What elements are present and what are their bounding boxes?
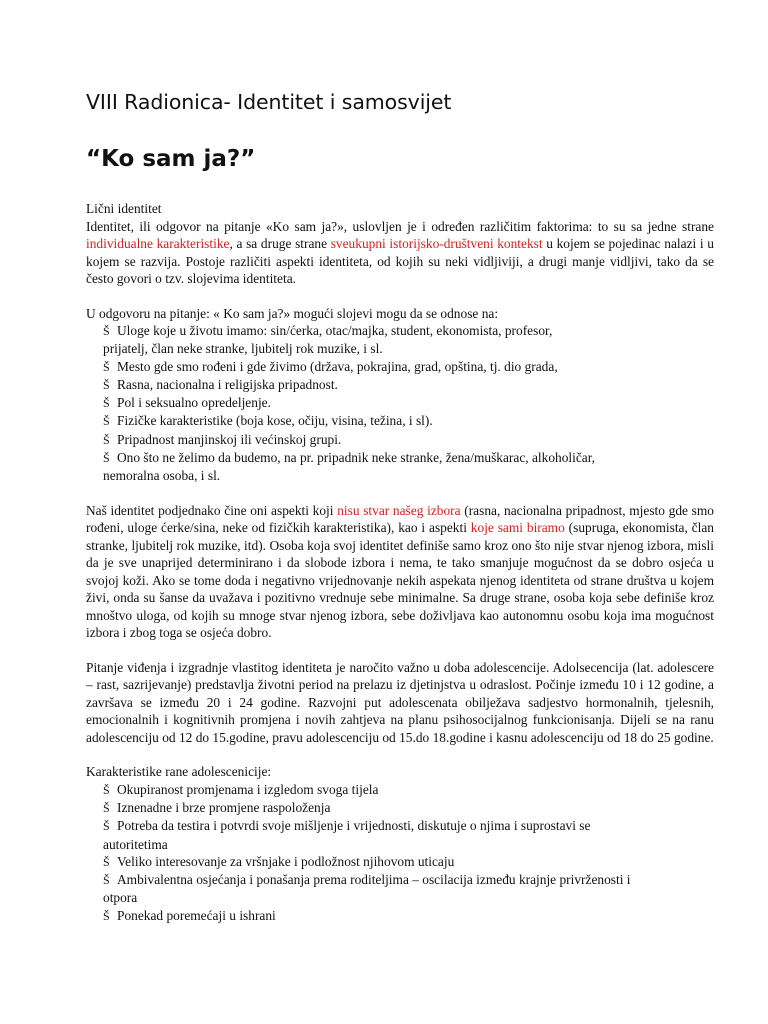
list-item-text: Ono što ne želimo da budemo, na pr. pripadnik neke stranke, žena/muškarac, alkoholičar, — [117, 450, 596, 466]
list-item-text: Iznenadne i brze promjene raspoloženja — [117, 799, 331, 815]
list-item-text: Pripadnost manjinskoj ili većinskoj grupi. — [117, 431, 342, 447]
list-item-text: Pol i seksualno opredeljenje. — [117, 395, 271, 411]
document-subtitle: “Ko sam ja?” — [86, 146, 256, 172]
highlight-nisu-stvar-izbora: nisu stvar našeg izbora — [337, 502, 461, 518]
bullet-marker: Š — [103, 451, 110, 466]
karakteristike-list — [86, 781, 714, 925]
paragraph-adolescencija: Pitanje viđenja i izgradnje vlastitog identiteta je naročito važno u doba adolescencije. Adolsecencija (lat. adolescere – rast, sazrijevanje) predstavlja životni period na prelazu iz djetinjstva u odraslost. Počinje između 10 i 12 godine, a završava se između 20 i 24 godine. Razvojni put adolescenata obilježava sadjestvo hormonalnih, tjelesnih, emocionalnih i kognitivnih promjena i novih zahtjeva na planu psihosocijalnog funkcionisanja. Dijeli se na ranu adolescenciju od 12 do 15.godine, pravu adolescenciju od 15.do 18.godine i kasnu adolescenciju od 18 do 25 godine. — [86, 659, 714, 745]
list-item — [103, 853, 714, 871]
list-item — [103, 322, 714, 358]
list-item — [103, 412, 714, 430]
highlight-individualne-karakteristike: individualne karakteristike — [86, 236, 230, 251]
list-item-text: Ponekad poremećaji u ishrani — [117, 907, 276, 923]
bullet-marker: Š — [103, 819, 110, 834]
list-item — [103, 449, 714, 485]
bullet-marker: Š — [103, 396, 110, 411]
paragraph-identitet: Identitet, ili odgovor na pitanje «Ko sam ja?», uslovljen je i određen različitim faktorima: to su sa jedne strane individualne karakteristike, a sa druge strane sveukupni istorijsko-društveni kontekst u kojem se pojedinac nalazi i u kojem se razvija. Postoje različiti aspekti identiteta, od kojih su neki vidljiviji, a drugi manje vidljivi, tako da se često govori o tzv. slojevima identiteta. — [86, 218, 714, 286]
list-item-text: Rasna, nacionalna i religijska pripadnost. — [117, 376, 338, 392]
list-item-continuation: autoritetima — [103, 836, 168, 852]
list-item — [103, 871, 714, 907]
list-item-text: Potreba da testira i potvrdi svoje mišljenje i vrijednosti, diskutuje o njima i suprostavi se — [117, 818, 591, 834]
list-item-continuation: nemoralna osoba, i sl. — [103, 468, 221, 484]
bullet-marker: Š — [103, 359, 110, 374]
list-item — [103, 907, 714, 925]
paragraph-izbor: Naš identitet podjednako čine oni aspekti koji nisu stvar našeg izbora (rasna, nacionalna pripadnost, mjesto gde smo rođeni, uloge ćerke/sina, neke od fizičkih karakteristika), kao i aspekti koje sami biramo (supruga, ekonomista, član stranke, ljubitelj rok muzike, itd). Osoba koja svoj identitet definiše samo kroz ono što nije stvar njenog izbora, misli da je sve unaprijed determinirano i da slobode izbora i nema, te tako smanjuje mogućnost da se dobro osjeća u svojoj koži. Ako se tome doda i negativno vrijednovanje nekih aspekata njenog identiteta od strane društva u kojem živi, onda su šanse da uvažava i pozitivno vrednuje sebe minimalne. Sa druge strane, osoba koja sebe definiše kroz mnoštvo uloga, od kojih su mnoge stvar njenog izbora, sebe doživljava kao autonomnu osobu koja ima mogućnost izbora i zbog toga se osjeća dobro. — [86, 502, 714, 641]
list-item-text: Veliko interesovanje za vršnjake i podložnost njihovom uticaju — [117, 853, 455, 869]
list-item-continuation: otpora — [103, 890, 138, 906]
list-item — [103, 799, 714, 817]
slojevi-list — [86, 322, 714, 485]
list-item — [103, 817, 714, 853]
list-item-text: Mesto gde smo rođeni i gde živimo (država, pokrajina, grad, opština, tj. dio grada, — [117, 358, 558, 374]
bullet-marker: Š — [103, 873, 110, 888]
list-item-text: Fizičke karakteristike (boja kose, očiju, visina, težina, i sl). — [117, 413, 433, 429]
bullet-marker: Š — [103, 432, 110, 447]
list-item-text: Uloge koje u životu imamo: sin/ćerka, otac/majka, student, ekonomista, profesor, — [117, 323, 553, 338]
highlight-koje-sami-biramo: koje sami biramo — [470, 520, 565, 536]
list-item — [103, 358, 714, 376]
bullet-marker: Š — [103, 782, 110, 797]
bullet-marker: Š — [103, 908, 110, 923]
karakteristike-intro: Karakteristike rane adolescenicije: — [86, 764, 272, 780]
bullet-marker: Š — [103, 377, 110, 392]
list-item — [103, 394, 714, 412]
bullet-marker: Š — [103, 324, 110, 338]
list-item — [103, 781, 714, 799]
list-item — [103, 376, 714, 394]
document-content — [86, 88, 714, 925]
list-item-text: Ambivalentna osjećanja i ponašanja prema roditeljima – oscilacija između krajnje privrženosti i — [117, 872, 631, 888]
bullet-marker: Š — [103, 854, 110, 869]
list-item-text: Okupiranost promjenama i izgledom svoga tijela — [117, 781, 379, 797]
list-item — [103, 431, 714, 449]
section-heading-licni-identitet: Lični identitet — [86, 201, 162, 216]
list-item-continuation: prijatelj, član neke stranke, ljubitelj rok muzike, i sl. — [103, 341, 383, 357]
bullet-marker: Š — [103, 800, 110, 815]
document-title: VIII Radionica- Identitet i samosvijet — [86, 90, 452, 114]
bullet-marker: Š — [103, 414, 110, 429]
slojevi-intro: U odgovoru na pitanje: « Ko sam ja?» mogući slojevi mogu da se odnose na: — [86, 305, 499, 321]
highlight-istorijsko-drustveni-kontekst: sveukupni istorijsko-društveni kontekst — [330, 236, 543, 251]
